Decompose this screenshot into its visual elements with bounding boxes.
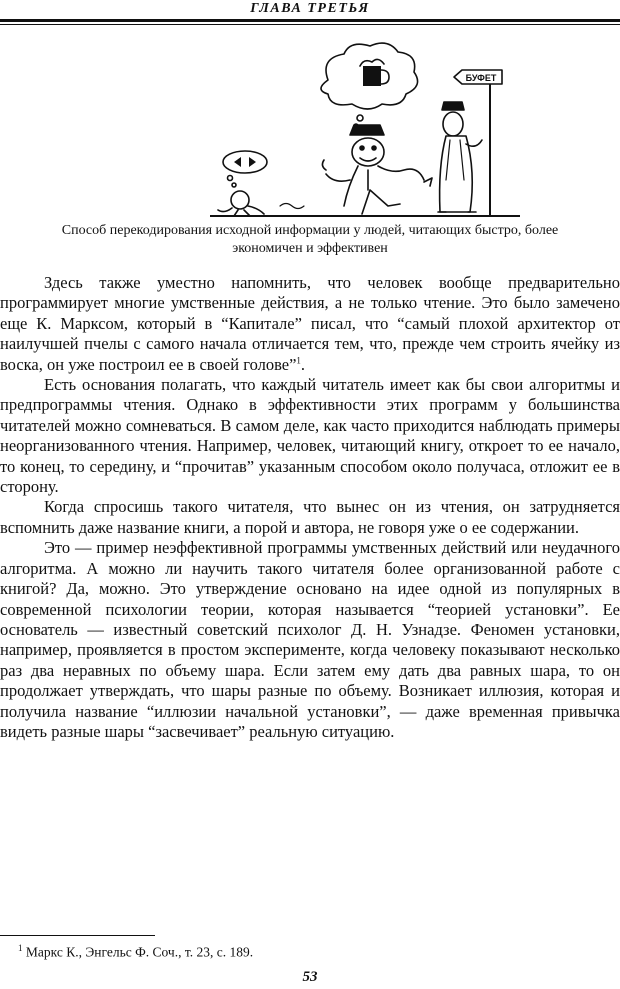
paragraph-2: Есть основания полагать, что каждый читатель имеет как бы свои алгоритмы и предпрограммы чтения. Однако в эффективности этих программ у большинства читателей можно сомневаться. В самом деле, как часто приходится наблюдать примеры неорганизованного чтения. Например, человек, читающий книгу, откроет то ее начало, то конец, то середину, и “прочитав” указанным способом около получаса, отложит ее в сторону. [0, 375, 620, 497]
header-rule-thick [0, 19, 620, 22]
footnote-reference[interactable]: 1 [296, 355, 301, 366]
figure-caption: Способ перекодирования исходной информации у людей, читающих быстро, более экономичен и эффективен [61, 223, 559, 256]
footnote-separator [0, 935, 155, 936]
cartoon-illustration [210, 40, 520, 220]
paragraph-1-text: Здесь также уместно напомнить, что человек вообще предварительно программирует многие умственные действия, а не только чтение. Это было замечено еще К. Марксом, который в “Капитале” писал, что “самый плохой архитектор от наилучшей пчелы с самого начала отличается тем, что, прежде чем строить ячейку из воска, он уже построил ее в своей голове” [0, 273, 620, 374]
paragraph-4: Это — пример неэффективной программы умственных действий или неудачного алгоритма. А можно ли научить такого читателя более организованной работе с книгой? Да, можно. Это утверждение основано на идее одной из популярных в современной психологии теории, которая называется “теорией установки”. Ее основатель — известный советский психолог Д. Н. Узнадзе. Феномен установки, например, проявляется в простом эксперименте, когда человеку показывают несколько раз два неравных по объему шара. Если затем ему дать два равных шара, то он продолжает утверждать, что шары разные по объему. Возникает иллюзия, которая и получила название “иллюзии начальной установки”, — даже временная привычка видеть разные шары “засвечивает” реальную ситуацию. [0, 538, 620, 741]
buffet-sign-label: БУФЕТ [465, 73, 497, 83]
footnote-number: 1 [18, 943, 23, 953]
page-number: 53 [302, 969, 318, 985]
running-header: ГЛАВА ТРЕТЬЯ [250, 1, 370, 16]
paragraph-1-end: . [300, 354, 306, 374]
paragraph-3: Когда спросишь такого читателя, что вынес он из чтения, он затрудняется вспомнить даже название книги, а порой и автора, не говоря уже о ее содержании. [0, 497, 620, 537]
paragraph-1 [0, 273, 620, 375]
header-rule-thin [0, 24, 620, 25]
footnote [18, 939, 253, 962]
footnote-text: Маркс К., Энгельс Ф. Соч., т. 23, с. 189. [25, 944, 254, 960]
body-text [0, 273, 620, 742]
